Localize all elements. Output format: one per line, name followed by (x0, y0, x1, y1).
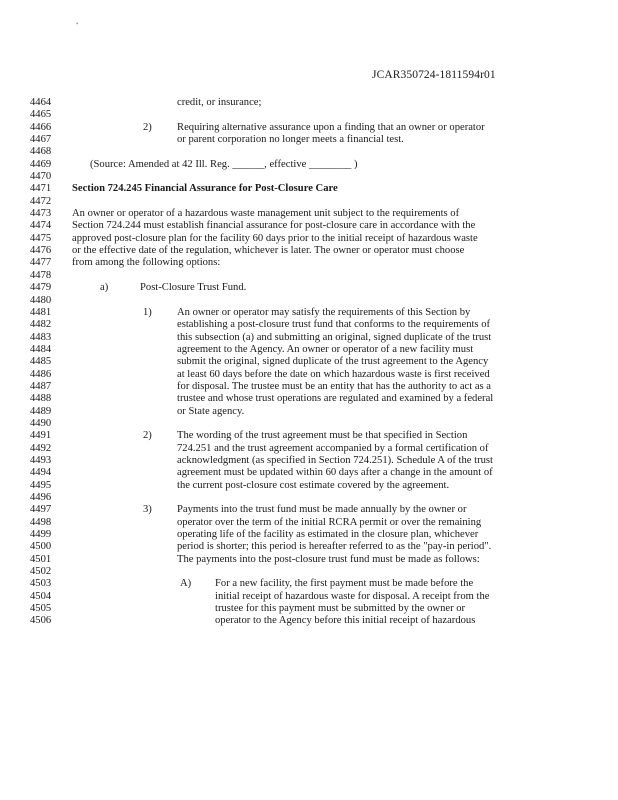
document-line (0, 566, 618, 578)
line-number: 4505 (30, 603, 52, 615)
document-line (0, 356, 618, 368)
list-marker: 1) (143, 306, 152, 318)
document-line (0, 109, 618, 121)
line-text: trustee for this payment must be submitted by the owner or (215, 603, 466, 615)
line-text: The payments into the post-closure trust fund must be made as follows: (177, 553, 480, 565)
document-line (0, 393, 618, 405)
list-marker: 3) (143, 504, 152, 516)
document-line (0, 208, 618, 220)
document-line (0, 554, 618, 566)
line-text: agreement to the Agency. An owner or operator of a new facility must (177, 343, 474, 355)
line-number: 4493 (30, 454, 52, 466)
line-number: 4488 (30, 393, 52, 405)
document-line (0, 183, 618, 195)
line-number: 4490 (30, 417, 52, 429)
document-line (0, 615, 618, 627)
document-line (0, 233, 618, 245)
line-number: 4470 (30, 171, 52, 183)
line-text: operator over the term of the initial RCRA permit or over the remaining (177, 516, 482, 528)
line-number: 4474 (30, 220, 52, 232)
line-number: 4467 (30, 134, 52, 146)
document-id-header: JCAR350724-1811594r01 (372, 69, 496, 81)
document-line (0, 134, 618, 146)
line-number: 4501 (30, 553, 52, 565)
line-text: The wording of the trust agreement must be that specified in Section (177, 430, 468, 442)
line-text: Payments into the trust fund must be made annually by the owner or (177, 504, 467, 516)
document-line (0, 295, 618, 307)
line-text: Requiring alternative assurance upon a finding that an owner or operator (177, 121, 485, 133)
line-number: 4494 (30, 467, 52, 479)
document-line (0, 467, 618, 479)
line-number: 4471 (30, 183, 52, 195)
line-text: operator to the Agency before this initial receipt of hazardous (215, 615, 476, 627)
line-number: 4499 (30, 529, 52, 541)
document-line (0, 97, 618, 109)
line-text: agreement must be updated within 60 days after a change in the amount of (177, 467, 493, 479)
line-number: 4469 (30, 158, 52, 170)
line-number: 4487 (30, 380, 52, 392)
line-text: acknowledgment (as specified in Section 724.251). Schedule A of the trust (177, 454, 493, 466)
line-text: period is shorter; this period is hereafter referred to as the "pay-in period". (177, 541, 492, 553)
line-text: (Source: Amended at 42 Ill. Reg. ______, effective ________ ) (90, 158, 358, 170)
document-line (0, 504, 618, 516)
line-number: 4484 (30, 343, 52, 355)
line-number: 4491 (30, 430, 52, 442)
line-text: from among the following options: (72, 257, 221, 269)
document-line (0, 146, 618, 158)
line-text: submit the original, signed duplicate of the trust agreement to the Agency (177, 356, 489, 368)
line-text: initial receipt of hazardous waste for disposal. A receipt from the (215, 590, 490, 602)
line-number: 4485 (30, 356, 52, 368)
line-number: 4502 (30, 566, 52, 578)
line-text: Post-Closure Trust Fund. (140, 282, 247, 294)
line-number: 4478 (30, 269, 52, 281)
document-line (0, 381, 618, 393)
section-heading: Section 724.245 Financial Assurance for Post-Closure Care (72, 183, 338, 195)
line-number: 4477 (30, 257, 52, 269)
line-number: 4479 (30, 282, 52, 294)
line-text: An owner or operator may satisfy the requirements of this Section by (177, 306, 471, 318)
list-marker: 2) (143, 121, 152, 133)
document-line (0, 159, 618, 171)
line-number: 4468 (30, 146, 52, 158)
document-line (0, 529, 618, 541)
list-marker: A) (180, 578, 192, 590)
document-line (0, 220, 618, 232)
document-line (0, 443, 618, 455)
line-number: 4503 (30, 578, 52, 590)
line-number: 4506 (30, 615, 52, 627)
line-number: 4496 (30, 492, 52, 503)
list-marker: a) (100, 282, 109, 294)
line-number: 4476 (30, 245, 52, 257)
line-text: An owner or operator of a hazardous waste management unit subject to the requirements of (72, 208, 460, 220)
document-line (0, 480, 618, 492)
document-line (0, 332, 618, 344)
line-text: Section 724.244 must establish financial assurance for post-closure care in accordance with the (72, 220, 476, 232)
line-number: 4495 (30, 479, 52, 491)
document-line (0, 517, 618, 529)
document-line (0, 319, 618, 331)
line-text: or parent corporation no longer meets a financial test. (177, 134, 404, 146)
line-number: 4498 (30, 516, 52, 528)
line-number: 4492 (30, 442, 52, 454)
line-text: or the effective date of the regulation, whichever is later. The owner or operator must choose (72, 245, 465, 257)
line-text: this subsection (a) and submitting an original, signed duplicate of the trust (177, 331, 492, 343)
list-marker: 2) (143, 430, 152, 442)
line-number: 4486 (30, 368, 52, 380)
document-line (0, 430, 618, 442)
line-text: credit, or insurance; (177, 97, 262, 108)
document-line (0, 171, 618, 183)
document-line (0, 406, 618, 418)
document-line (0, 603, 618, 615)
document-line (0, 418, 618, 430)
document-line (0, 307, 618, 319)
line-number: 4504 (30, 590, 52, 602)
document-line (0, 257, 618, 269)
line-text: approved post-closure plan for the facility 60 days prior to the initial receipt of hazardous waste (72, 232, 478, 244)
line-number: 4464 (30, 97, 52, 108)
document-line (0, 541, 618, 553)
line-text: For a new facility, the first payment must be made before the (215, 578, 474, 590)
line-number: 4482 (30, 319, 52, 331)
document-line (0, 196, 618, 208)
line-text: 724.251 and the trust agreement accompanied by a formal certification of (177, 442, 489, 454)
line-number: 4466 (30, 121, 52, 133)
document-line (0, 578, 618, 590)
line-number: 4483 (30, 331, 52, 343)
document-line (0, 344, 618, 356)
line-number: 4481 (30, 306, 52, 318)
document-line (0, 455, 618, 467)
document-line (0, 591, 618, 603)
document-line (0, 245, 618, 257)
line-number: 4480 (30, 294, 52, 306)
document-line (0, 270, 618, 282)
line-number: 4475 (30, 232, 52, 244)
line-number: 4500 (30, 541, 52, 553)
line-number: 4472 (30, 195, 52, 207)
document-line (0, 369, 618, 381)
line-number: 4465 (30, 109, 52, 121)
document-body (0, 97, 618, 628)
line-text: for disposal. The trustee must be an entity that has the authority to act as a (177, 380, 492, 392)
document-line (0, 122, 618, 134)
corner-mark: • (76, 20, 79, 28)
line-text: or State agency. (177, 405, 245, 417)
line-text: trustee and whose trust operations are regulated and examined by a federal (177, 393, 494, 405)
line-number: 4473 (30, 208, 52, 220)
document-line (0, 492, 618, 504)
line-number: 4489 (30, 405, 52, 417)
document-line (0, 282, 618, 294)
line-text: at least 60 days before the date on which hazardous waste is first received (177, 368, 490, 380)
line-text: operating life of the facility as estimated in the closure plan, whichever (177, 529, 479, 541)
line-text: the current post-closure cost estimate covered by the agreement. (177, 479, 450, 491)
line-text: establishing a post-closure trust fund that conforms to the requirements of (177, 319, 491, 331)
line-number: 4497 (30, 504, 52, 516)
